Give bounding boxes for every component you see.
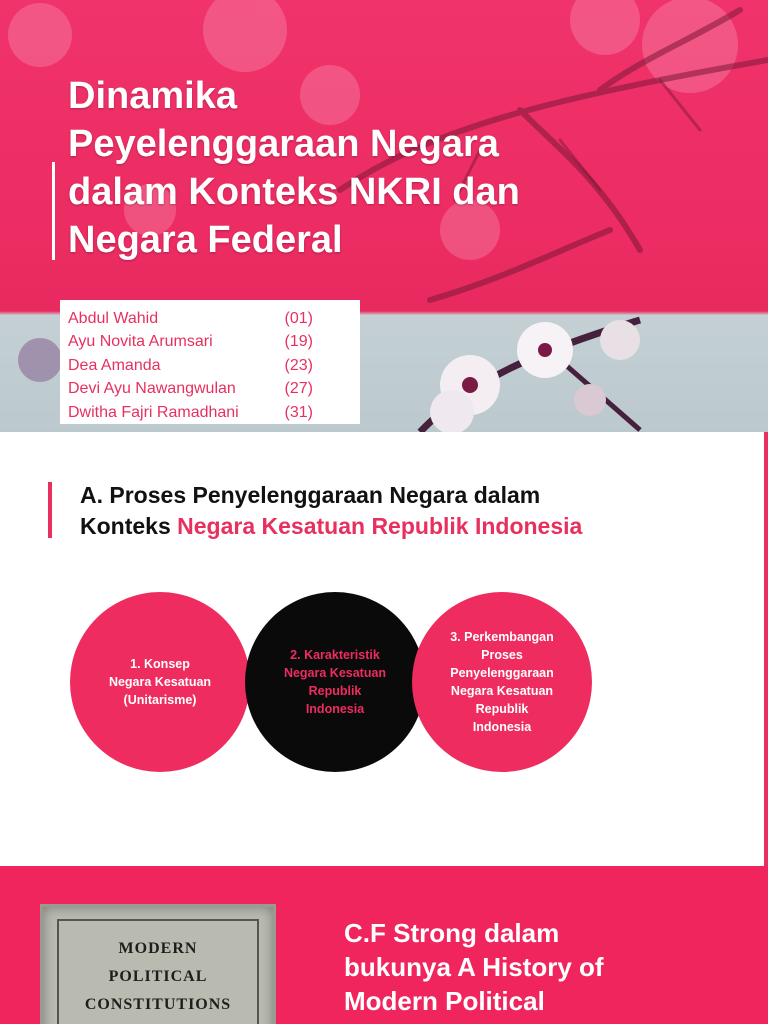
member-item xyxy=(68,401,313,424)
member-item xyxy=(68,354,313,377)
member-name: Devi Ayu Nawangwulan xyxy=(68,380,236,398)
member-item xyxy=(68,377,313,400)
member-name: Abdul Wahid xyxy=(68,310,159,327)
topic-circle-2 xyxy=(245,592,425,772)
title-accent-bar xyxy=(52,162,55,260)
member-number: (01) xyxy=(284,310,313,327)
book-description xyxy=(344,916,744,1018)
topic-text-line: 3. Perkembangan xyxy=(450,630,554,644)
section-heading xyxy=(80,480,740,542)
topic-text-line: Republik xyxy=(308,684,362,698)
section-accent-bar xyxy=(48,482,52,538)
section-heading-highlight: Negara Kesatuan Republik Indonesia xyxy=(177,513,583,539)
topic-text-line: 1. Konsep xyxy=(130,657,190,671)
book-slide xyxy=(0,866,768,1024)
member-name: Dwitha Fajri Ramadhani xyxy=(68,403,239,421)
book-description-line: bukunya A History of xyxy=(344,952,604,982)
topic-text-line: Negara Kesatuan xyxy=(450,684,554,698)
topic-circle-text xyxy=(284,646,386,718)
topic-text-line: Indonesia xyxy=(472,720,532,734)
member-number: (23) xyxy=(284,356,313,374)
topic-text-line: Negara Kesatuan xyxy=(283,666,387,680)
book-title-line: MODERN xyxy=(118,940,198,957)
topic-circle-3 xyxy=(412,592,592,772)
topic-text-line: Proses xyxy=(481,648,523,662)
section-slide xyxy=(0,432,768,866)
member-number: (27) xyxy=(284,380,313,398)
topic-circle-text xyxy=(450,628,554,736)
topic-text-line: Penyelenggaraan xyxy=(450,666,554,680)
slide-edge-accent xyxy=(764,432,768,866)
topic-circle-text xyxy=(109,655,211,709)
topic-text-line: Negara Kesatuan xyxy=(108,675,212,689)
member-number: (31) xyxy=(284,403,313,421)
slide-title-line: Peyelenggaraan Negara xyxy=(68,123,499,165)
book-cover-image xyxy=(40,904,276,1024)
slide-title-line: Negara Federal xyxy=(68,219,343,261)
topic-text-line: (Unitarisme) xyxy=(123,693,197,707)
section-heading-line xyxy=(80,511,740,542)
member-name: Ayu Novita Arumsari xyxy=(68,333,213,351)
slide-title-line: Dinamika xyxy=(68,75,237,117)
section-heading-prefix: Konteks xyxy=(80,513,178,539)
book-cover-title xyxy=(59,935,257,1019)
book-cover-frame xyxy=(57,919,259,1024)
member-item xyxy=(68,330,313,353)
slide-title-line: dalam Konteks NKRI dan xyxy=(68,171,520,213)
member-name: Dea Amanda xyxy=(68,356,161,374)
member-item xyxy=(68,307,313,330)
slide-title xyxy=(68,72,668,264)
topic-text-line: Indonesia xyxy=(305,702,365,716)
member-number: (19) xyxy=(284,333,313,351)
section-heading-line: A. Proses Penyelenggaraan Negara dalam xyxy=(80,482,541,508)
member-list xyxy=(60,300,360,424)
topic-text-line: Republik xyxy=(475,702,529,716)
book-title-line: CONSTITUTIONS xyxy=(84,996,232,1013)
book-description-line: Modern Political xyxy=(344,986,545,1016)
book-title-line: POLITICAL xyxy=(108,968,208,985)
book-description-line: C.F Strong dalam xyxy=(344,918,560,948)
title-slide xyxy=(0,0,768,432)
topic-text-line: 2. Karakteristik xyxy=(290,648,380,662)
topic-circle-1 xyxy=(70,592,250,772)
